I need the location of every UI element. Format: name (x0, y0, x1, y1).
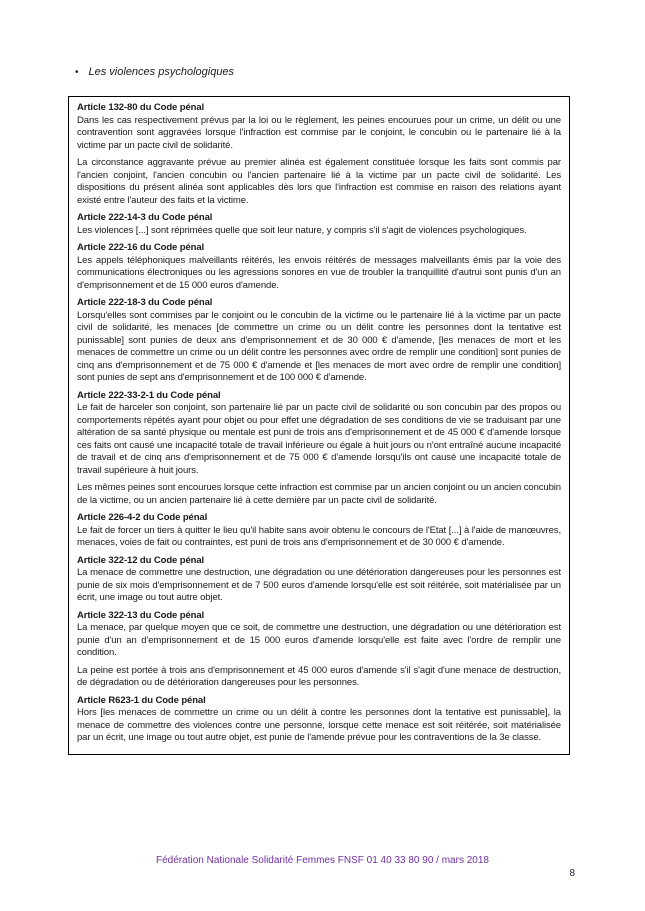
article-title: Article 322-13 du Code pénal (77, 609, 205, 621)
article-title: Article 222-33-2-1 du Code pénal (77, 389, 221, 401)
article-title: Article 132-80 du Code pénal (77, 102, 205, 113)
article-paragraph: Le fait de harceler son conjoint, son partenaire lié par un pacte civil de solidarité ou son concubin par des propos ou comportements répétés ayant pour objet ou pour effet une dégradation de ses conditions de vie se traduisant par une altération de sa santé physique ou mentale est puni de trois ans d'emprisonnement et de 45 000 € d'amende lorsque ces faits ont causé une incapacité totale de travail inférieure ou égale à huit jours ou n'ont entraîné aucune incapacité de travail et de cinq ans d'emprisonnement et de 75 000 € d'amende lorsqu'ils ont causé une incapacité totale de travail supérieure à huit jours. (77, 402, 561, 476)
article-paragraph: Les mêmes peines sont encourues lorsque cette infraction est commise par un ancien conjoint ou un ancien concubin de la victime, ou un ancien partenaire lié à cette dernière par un pacte civil de solidarité. (77, 482, 561, 506)
article-paragraph: Hors [les menaces de commettre un crime ou un délit à contre les personnes dont la tentative est punissable], la menace de commettre des violences contre une personne, lorsque cette menace est soit réitérée, soit matérialisée par un écrit, une image ou tout autre objet, est punie de l'amende prévue pour les contraventions de la 3e classe. (77, 707, 561, 743)
article-block (77, 555, 561, 605)
legal-articles-box (68, 96, 570, 755)
article-block (77, 102, 561, 207)
article-block (77, 695, 561, 745)
article-block (77, 512, 561, 550)
article-paragraph: Lorsqu'elles sont commises par le conjoint ou le concubin de la victime ou le partenaire lié à la victime par un pacte civil de solidarité, les menaces [de commettre un crime ou un délit contre les personnes dont la tentative est punissable] sont punies de deux ans d'emprisonnement et de 30 000 € d'amende, [les menaces de mort et les menaces de commettre un crime ou un délit contre les personnes avec ordre de remplir une condition] sont punies de cinq ans d'emprisonnement et de 75 000 € d'amende et [les menaces de mort avec ordre de remplir une condition] sont punies de sept ans d'emprisonnement et de 100 000 € d'amende. (77, 309, 561, 383)
article-paragraph: Les violences [...] sont réprimées quelle que soit leur nature, y compris s'il s'agit de violences psychologiques. (77, 224, 527, 236)
page-number: 8 (569, 868, 575, 879)
article-title: Article 222-18-3 du Code pénal (77, 297, 213, 308)
article-title: Article 222-14-3 du Code pénal (77, 212, 213, 223)
article-paragraph: La peine est portée à trois ans d'emprisonnement et 45 000 euros d'amende s'il s'agit d'une menace de destruction, de dégradation ou de détérioration dangereuses pour les personnes. (77, 664, 561, 688)
article-paragraph: Dans les cas respectivement prévus par la loi ou le règlement, les peines encourues pour un crime, un délit ou une contravention sont aggravées lorsque l'infraction est commise par le conjoint, le concubin ou le partenaire lié à la victime par un pacte civil de solidarité. (77, 114, 561, 151)
article-paragraph: La menace, par quelque moyen que ce soit, de commettre une destruction, une dégradation ou une détérioration est punie d'un an d'emprisonnement et de 15 000 euros d'amende lorsqu'elle est faite avec l'ordre de remplir une condition. (77, 622, 561, 658)
article-paragraph: Le fait de forcer un tiers à quitter le lieu qu'il habite sans avoir obtenu le concours de l'Etat [...] à l'aide de manœuvres, menaces, voies de fait ou contraintes, est puni de trois ans d'emprisonnement et de 30 000 € d'amende. (77, 524, 561, 548)
article-paragraph: Les appels téléphoniques malveillants réitérés, les envois réitérés de messages malveillants émis par la voie des communications électroniques ou les agressions sonores en vue de troubler la tranquillité d'autrui sont punis d'un an d'emprisonnement et de 15 000 euros d'amende. (77, 254, 561, 291)
article-block (77, 242, 561, 292)
article-title: Article 222-16 du Code pénal (77, 242, 205, 253)
article-paragraph: La circonstance aggravante prévue au premier alinéa est également constituée lorsque les faits sont commis par l'ancien conjoint, l'ancien concubin ou l'ancien partenaire lié à la victime par un pacte civil de solidarité. Les dispositions du présent alinéa sont applicables dès lors que l'infraction est commise en raison des relations ayant existé entre l'auteur des faits et la victime. (77, 157, 561, 206)
article-block (77, 297, 561, 385)
section-heading-text: Les violences psychologiques (88, 66, 235, 78)
article-title: Article 322-12 du Code pénal (77, 554, 205, 566)
article-block (77, 212, 561, 237)
bullet-icon: • (75, 67, 79, 78)
article-block (77, 390, 561, 508)
article-paragraph: La menace de commettre une destruction, une dégradation ou une détérioration dangereuses pour les personnes est punie de six mois d'emprisonnement et de 7 500 euros d'amende lorsqu'elle est soit réitérée, soit matérialisée par un écrit, une image ou tout autre objet. (77, 567, 561, 603)
article-title: Article 226-4-2 du Code pénal (77, 512, 208, 523)
article-block (77, 610, 561, 690)
article-title: Article R623-1 du Code pénal (77, 694, 206, 706)
section-heading (75, 66, 234, 78)
page-footer: Fédération Nationale Solidarité Femmes FNSF 01 40 33 80 90 / mars 2018 (156, 855, 489, 866)
